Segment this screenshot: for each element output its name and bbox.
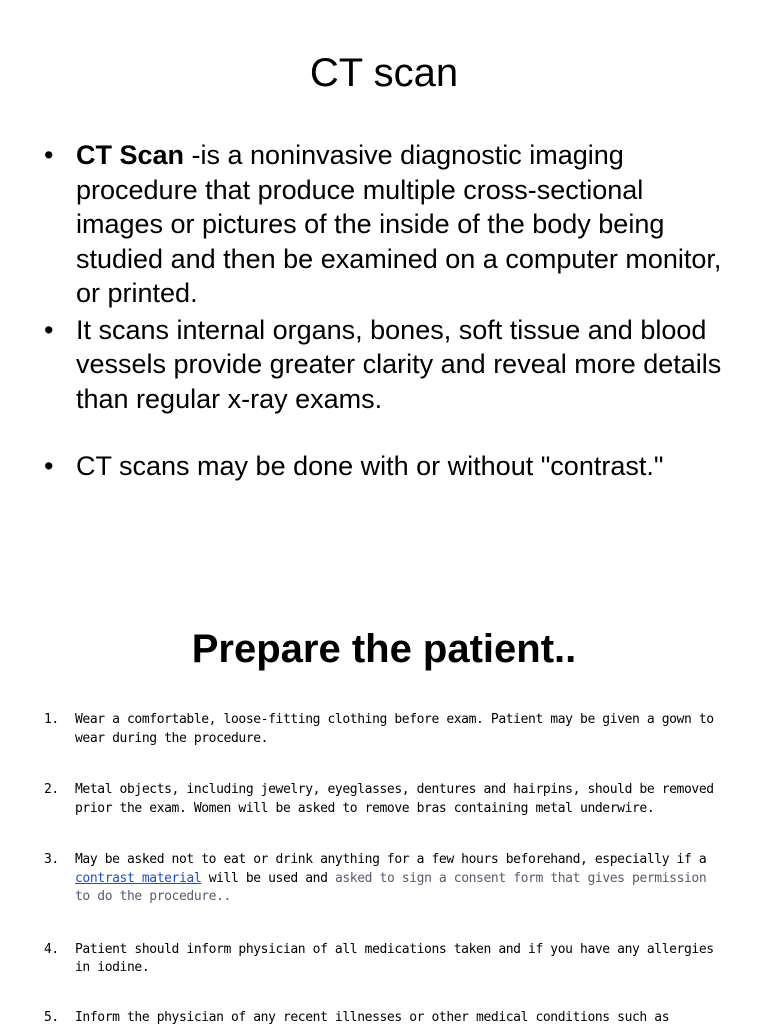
list-item <box>44 781 728 818</box>
item-number: 4. <box>44 941 59 960</box>
bullet-list <box>42 138 732 484</box>
list-item <box>44 1009 728 1027</box>
slide-title: Prepare the patient.. <box>0 624 768 674</box>
item-text: will be used and <box>201 871 335 886</box>
bullet-text: CT scans may be done with or without "contrast." <box>76 451 663 481</box>
contrast-material-link[interactable]: contrast material <box>75 871 201 886</box>
item-text: Metal objects, including jewelry, eyeglasses, dentures and hairpins, should be removed prior the exam. Women will be asked to remove bras containing metal underwire. <box>75 782 714 816</box>
item-number: 3. <box>44 851 59 870</box>
item-number: 1. <box>44 711 59 730</box>
numbered-list <box>44 711 728 1027</box>
bullet-item <box>42 138 732 311</box>
bold-term: CT Scan <box>76 140 184 170</box>
item-text-muted: asked to sign a consent form that gives permission to do the procedure.. <box>75 871 706 905</box>
item-text: Inform the physician of any recent illnesses or other medical conditions such as <box>75 1010 669 1025</box>
list-item <box>44 711 728 748</box>
item-number: 5. <box>44 1009 59 1027</box>
item-text: May be asked not to eat or drink anything for a few hours beforehand, especially if a <box>75 852 706 867</box>
bullet-text: -is a noninvasive diagnostic imaging procedure that produce multiple cross-sectional images or pictures of the inside of the body being studied and then be examined on a computer monitor, or printed. <box>76 140 721 308</box>
slide-title: CT scan <box>0 50 768 96</box>
bullet-item <box>42 449 732 484</box>
bullet-item <box>42 313 732 417</box>
item-number: 2. <box>44 781 59 800</box>
item-text: Wear a comfortable, loose-fitting clothing before exam. Patient may be given a gown to wear during the procedure. <box>75 712 714 746</box>
item-text: Patient should inform physician of all medications taken and if you have any allergies in iodine. <box>75 942 714 976</box>
bullet-text: It scans internal organs, bones, soft tissue and blood vessels provide greater clarity and reveal more details than regular x-ray exams. <box>76 315 721 414</box>
list-item <box>44 851 728 907</box>
list-item <box>44 941 728 978</box>
